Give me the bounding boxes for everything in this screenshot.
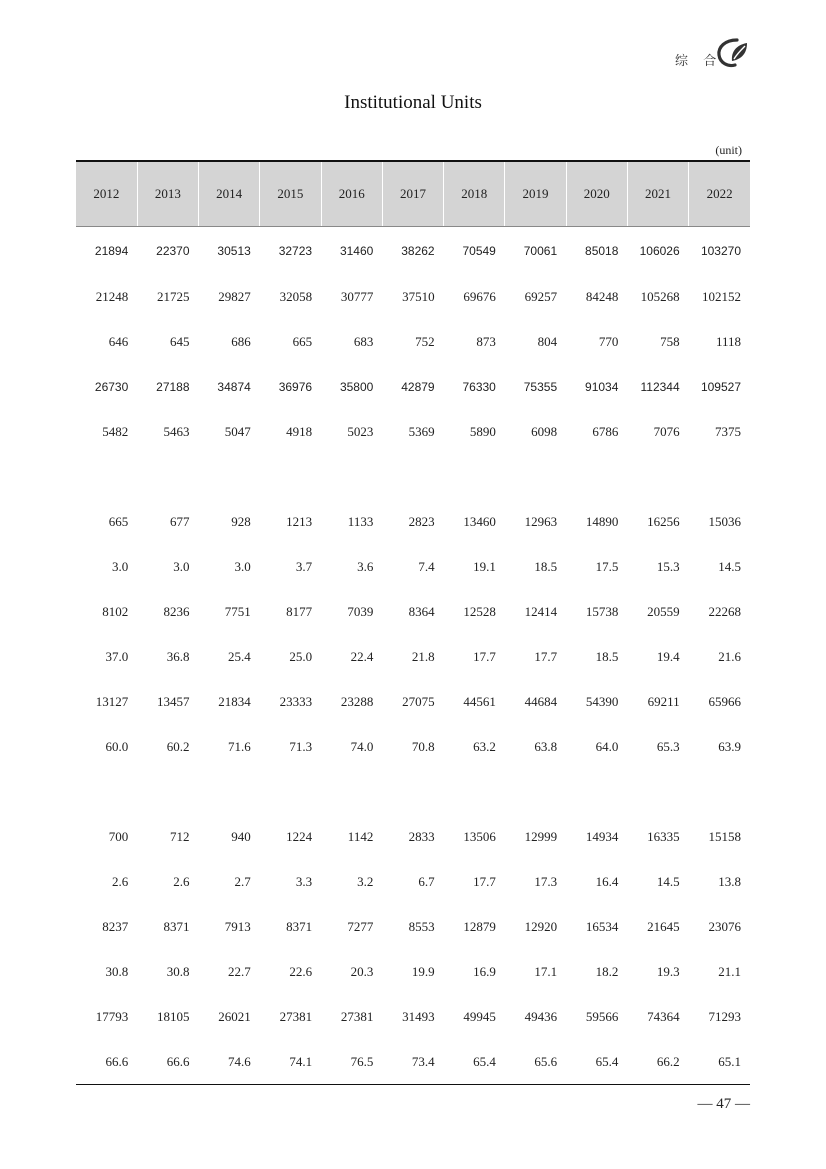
table-cell: 85018 [585,243,619,258]
table-cell: 34874 [217,379,251,394]
table-row [76,364,750,409]
table-cell [689,454,750,499]
table-cell: 12414 [524,603,558,619]
table-cell: 4918 [286,423,313,439]
table-row [76,634,750,679]
table-row [76,499,750,544]
year-header: 2012 [76,161,137,227]
table-cell: 65.6 [505,1039,566,1085]
table-cell: 15738 [585,603,619,619]
stylized-c-leaf-logo-icon [715,37,751,69]
table-cell: 73.4 [382,1039,443,1085]
table-cell: 106026 [639,243,680,258]
table-cell: 26021 [218,1008,251,1024]
year-header: 2015 [260,161,321,227]
table-cell: 13.8 [718,873,741,889]
year-header: 2020 [566,161,627,227]
table-row [76,319,750,364]
table-cell [137,769,198,814]
table-cell: 35800 [339,379,374,394]
table-cell: 18.5 [534,558,558,574]
table-cell: 21834 [218,693,251,709]
table-cell: 19.3 [656,963,680,979]
table-cell: 940 [231,828,251,844]
page-title: Institutional Units [344,92,482,113]
table-cell: 102152 [702,288,741,304]
table-cell: 18105 [157,1008,190,1024]
table-cell: 25.0 [289,648,313,664]
table-cell: 13460 [463,513,496,529]
table-cell [382,769,443,814]
table-cell: 65.4 [444,1039,505,1085]
table-cell [199,454,260,499]
table-cell: 3.3 [295,873,313,889]
table-row [76,859,750,904]
year-header: 2021 [627,161,688,227]
table-cell: 5463 [163,423,190,439]
table-cell: 21.6 [718,648,741,664]
table-cell: 13506 [463,828,496,844]
table-cell: 23288 [340,693,374,709]
table-cell: 22268 [708,603,741,619]
table-cell: 683 [353,333,374,349]
table-cell: 16256 [647,513,680,529]
table-cell: 770 [598,333,619,349]
table-cell: 752 [415,333,435,349]
table-cell: 49436 [524,1008,558,1024]
table-cell: 63.8 [534,738,558,754]
table-cell: 17793 [95,1008,129,1024]
table-cell: 30513 [217,243,251,258]
table-cell: 928 [231,513,251,529]
table-cell: 18.5 [595,648,619,664]
table-cell [444,769,505,814]
table-cell: 74364 [647,1008,680,1024]
table-cell: 30.8 [166,963,190,979]
table-cell: 17.7 [473,648,496,664]
table-cell: 3.7 [295,558,313,574]
table-cell: 71.6 [228,738,251,754]
table-cell: 14934 [585,828,619,844]
table-cell: 22.4 [350,648,374,664]
table-cell: 66.6 [76,1039,137,1085]
table-cell: 16534 [585,918,619,934]
table-cell [321,769,382,814]
table-row [76,409,750,454]
table-cell: 646 [108,333,129,349]
table-cell: 74.1 [260,1039,321,1085]
table-cell: 686 [231,333,251,349]
table-cell: 109527 [700,379,741,394]
table-cell: 42879 [401,379,435,394]
table-cell: 65.4 [566,1039,627,1085]
table-cell: 65966 [708,693,741,709]
table-cell: 76330 [462,379,496,394]
year-header: 2018 [444,161,505,227]
table-cell [260,769,321,814]
table-cell: 700 [108,828,129,844]
table-cell: 17.7 [534,648,558,664]
table-cell: 25.4 [228,648,251,664]
table-cell: 3.0 [234,558,251,574]
table-cell: 1224 [286,828,313,844]
table-cell: 70549 [462,243,496,258]
table-cell: 665 [292,333,313,349]
table-cell: 7913 [224,918,251,934]
table-cell: 16335 [647,828,680,844]
table-cell: 1118 [715,333,741,349]
table-cell: 665 [108,513,129,529]
table-cell: 21248 [95,288,129,304]
table-cell: 7375 [715,423,741,439]
table-cell: 74.0 [350,738,374,754]
table-cell: 49945 [463,1008,496,1024]
table-cell [627,454,688,499]
table-cell: 105268 [640,288,680,304]
table-cell: 69211 [647,693,680,709]
table-cell: 12920 [524,918,558,934]
table-cell: 17.1 [534,963,558,979]
table-cell: 758 [660,333,680,349]
table-row [76,904,750,949]
table-cell: 69257 [524,288,558,304]
table-cell: 71293 [708,1008,741,1024]
table-cell [566,769,627,814]
table-cell: 21.8 [411,648,435,664]
table-row [76,544,750,589]
year-header: 2022 [689,161,750,227]
table-cell: 5890 [469,423,496,439]
table-cell: 74.6 [199,1039,260,1085]
table-cell: 8236 [163,603,190,619]
table-cell: 18.2 [595,963,619,979]
table-cell: 7277 [347,918,374,934]
table-cell: 30.8 [105,963,129,979]
table-row [76,1039,750,1085]
table-cell [137,454,198,499]
table-cell: 65.1 [689,1039,750,1085]
table-cell: 69676 [463,288,496,304]
table-cell: 8102 [102,603,129,619]
table-cell: 5369 [408,423,435,439]
table-cell: 14.5 [656,873,680,889]
year-header: 2019 [505,161,566,227]
table-cell: 6098 [531,423,558,439]
table-cell: 36.8 [166,648,190,664]
table-cell: 22.7 [228,963,251,979]
table-cell: 19.4 [656,648,680,664]
table-row [76,724,750,769]
table-cell: 44684 [524,693,558,709]
table-cell: 677 [170,513,190,529]
table-cell: 7039 [347,603,374,619]
table-cell: 712 [170,828,190,844]
table-cell: 63.2 [473,738,496,754]
table-cell: 5023 [347,423,374,439]
table-row [76,679,750,724]
table-cell: 84248 [585,288,619,304]
table-cell: 7.4 [418,558,435,574]
table-cell: 645 [170,333,190,349]
table-cell: 60.0 [105,738,129,754]
table-cell: 12879 [463,918,496,934]
table-cell: 66.6 [137,1039,198,1085]
table-body [76,227,750,1085]
table-cell: 23076 [708,918,741,934]
data-table [76,160,750,1085]
table-cell: 70061 [523,243,558,258]
table-cell: 70.8 [411,738,435,754]
table-cell: 5047 [224,423,251,439]
table-cell: 21645 [647,918,680,934]
table-cell: 2.6 [112,873,129,889]
table-cell: 2823 [408,513,435,529]
year-header: 2017 [382,161,443,227]
table-cell: 23333 [279,693,313,709]
table-cell: 17.5 [595,558,619,574]
table-cell: 5482 [102,423,129,439]
table-cell: 8371 [163,918,190,934]
table-cell: 76.5 [321,1039,382,1085]
table-cell: 17.3 [534,873,558,889]
table-cell: 71.3 [289,738,313,754]
table-cell: 3.0 [173,558,190,574]
table-cell: 91034 [585,379,619,394]
table-cell: 13457 [157,693,190,709]
table-row [76,589,750,634]
table-cell: 103270 [700,243,741,258]
table-cell [76,769,137,814]
table-row [76,949,750,994]
table-cell: 1213 [286,513,313,529]
table-cell: 2833 [408,828,435,844]
year-header: 2013 [137,161,198,227]
table-cell: 27381 [340,1008,374,1024]
table-cell: 112344 [640,379,680,394]
table-cell: 32723 [278,243,313,258]
table-cell [76,454,137,499]
table-cell: 8237 [102,918,129,934]
table-cell: 26730 [94,379,129,394]
table-cell: 37.0 [105,648,129,664]
table-cell: 21894 [94,243,129,258]
table-cell: 63.9 [718,738,741,754]
table-header-row [76,161,750,227]
table-cell: 873 [476,333,496,349]
table-cell: 2.6 [173,873,190,889]
table-cell: 8371 [286,918,313,934]
spacer-row [76,454,750,499]
table-cell: 32058 [279,288,313,304]
table-cell: 38262 [401,243,435,258]
table-cell: 22370 [156,243,190,258]
table-cell: 65.3 [656,738,680,754]
table-cell: 13127 [95,693,129,709]
table-cell: 16.4 [595,873,619,889]
year-header: 2014 [199,161,260,227]
table-cell: 16.9 [473,963,496,979]
table-cell: 8364 [408,603,435,619]
table-cell: 30777 [340,288,374,304]
year-header: 2016 [321,161,382,227]
table-cell: 14.5 [718,558,741,574]
table-cell [505,769,566,814]
table-row [76,994,750,1039]
table-cell: 3.2 [357,873,374,889]
table-cell: 7076 [653,423,680,439]
table-cell: 31460 [339,243,374,258]
table-cell: 15036 [708,513,741,529]
table-cell: 7751 [224,603,251,619]
table-row [76,227,750,275]
table-row [76,274,750,319]
table-cell [566,454,627,499]
table-cell: 15.3 [656,558,680,574]
table-cell: 12999 [524,828,558,844]
table-cell: 29827 [218,288,251,304]
table-cell: 60.2 [166,738,190,754]
table-cell: 6786 [592,423,619,439]
table-row [76,814,750,859]
table-cell: 15158 [708,828,741,844]
table-cell: 14890 [585,513,619,529]
table-cell: 2.7 [234,873,251,889]
table-cell: 27188 [156,379,190,394]
table-cell: 37510 [402,288,435,304]
page-number: — 47 — [697,1096,750,1112]
table-cell: 12528 [463,603,496,619]
table-cell: 22.6 [289,963,313,979]
table-cell [627,769,688,814]
table-cell: 64.0 [595,738,619,754]
table-cell: 3.6 [357,558,374,574]
table-cell: 19.1 [473,558,496,574]
table-cell: 17.7 [473,873,496,889]
table-cell: 27075 [402,693,435,709]
table-cell: 8177 [286,603,313,619]
table-cell [199,769,260,814]
table-cell: 21.1 [718,963,741,979]
table-cell: 1142 [347,828,374,844]
table-cell: 44561 [463,693,496,709]
table-cell: 20.3 [350,963,374,979]
table-cell: 36976 [278,379,313,394]
table-cell: 66.2 [627,1039,688,1085]
table-cell: 54390 [585,693,619,709]
table-cell [382,454,443,499]
table-cell: 27381 [279,1008,313,1024]
table-cell [444,454,505,499]
table-cell: 19.9 [411,963,435,979]
table-cell [260,454,321,499]
table-cell: 20559 [647,603,680,619]
table-cell: 75355 [523,379,558,394]
unit-note: (unit) [715,143,742,157]
table-cell: 31493 [402,1008,435,1024]
table-cell: 8553 [408,918,435,934]
table-cell: 3.0 [112,558,129,574]
table-cell: 804 [537,333,558,349]
spacer-row [76,769,750,814]
table-cell: 6.7 [418,873,435,889]
table-cell [321,454,382,499]
table-cell [689,769,750,814]
table-cell: 1133 [347,513,374,529]
table-cell: 12963 [524,513,558,529]
table-cell: 59566 [585,1008,619,1024]
table-cell: 21725 [157,288,190,304]
table-cell [505,454,566,499]
section-label: 综 合 [675,53,723,68]
